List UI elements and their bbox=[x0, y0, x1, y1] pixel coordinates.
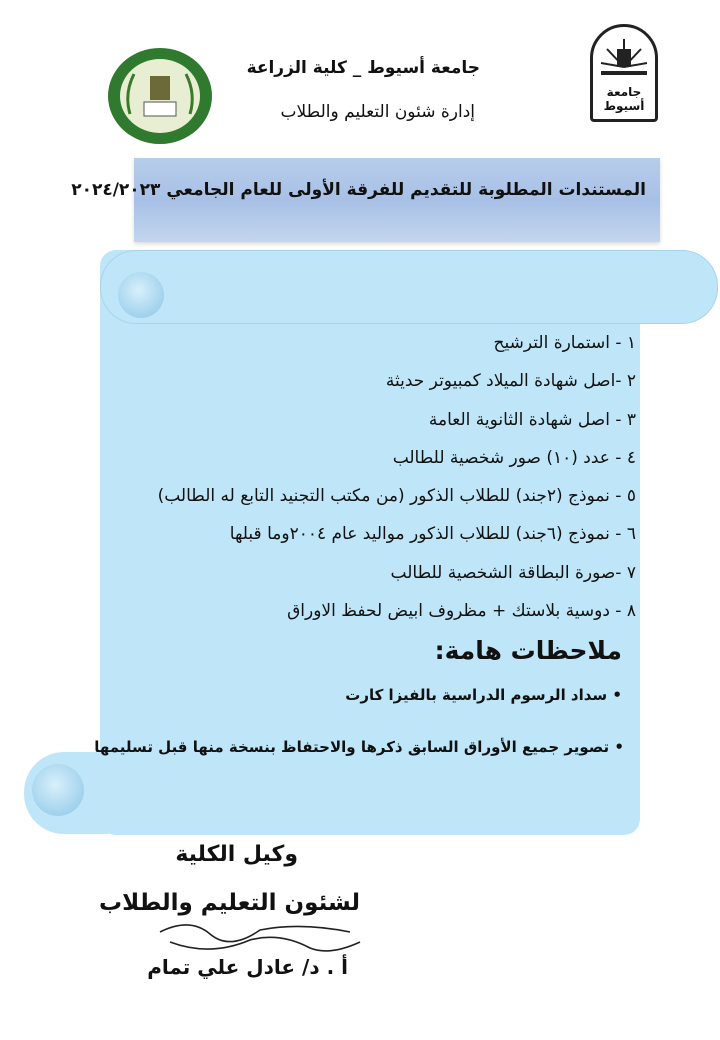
list-item: ٨ - دوسية بلاستك + مظروف ابيض لحفظ الاوراق bbox=[287, 601, 636, 622]
scroll-top-roll bbox=[100, 250, 718, 324]
faculty-seal-icon bbox=[104, 44, 216, 148]
department-name: إدارة شئون التعليم والطلاب bbox=[280, 102, 475, 122]
list-item: ٦ - نموذج (٦جند) للطلاب الذكور مواليد عام ٢٠٠٤وما قبلها bbox=[229, 524, 636, 545]
faculty-seal bbox=[104, 44, 216, 148]
list-item: ١ - استمارة الترشيح bbox=[493, 333, 636, 353]
signatory-name: أ . د/ عادل علي تمام bbox=[147, 955, 348, 979]
university-logo bbox=[590, 24, 658, 122]
note-item: • تصوير جميع الأوراق السابق ذكرها والاحتفاظ بنسخة منها قبل تسليمها bbox=[94, 738, 624, 756]
list-item: ٣ - اصل شهادة الثانوية العامة bbox=[428, 409, 636, 430]
requirements-list bbox=[96, 324, 636, 630]
page-title: المستندات المطلوبة للتقديم للفرقة الأولى للعام الجامعي ٢٠٢٤/٢٠٢٣ bbox=[71, 180, 646, 200]
signatory-title: وكيل الكلية bbox=[175, 842, 298, 867]
list-item: ٧ -صورة البطاقة الشخصية للطالب bbox=[390, 562, 636, 583]
university-logo-text: جامعة أسيوط bbox=[603, 85, 645, 113]
list-item: ٥ - نموذج (٢جند) للطلاب الذكور (من مكتب التجنيد التابع له الطالب) bbox=[157, 486, 636, 507]
signatory-department: لشئون التعليم والطلاب bbox=[99, 890, 360, 916]
list-item: ٤ - عدد (١٠) صور شخصية للطالب bbox=[392, 447, 636, 468]
university-name: جامعة أسيوط _ كلية الزراعة bbox=[246, 58, 480, 78]
scroll-curl-top bbox=[118, 272, 164, 318]
list-item: ٢ -اصل شهادة الميلاد كمبيوتر حديثة bbox=[385, 371, 636, 392]
title-banner bbox=[71, 158, 660, 242]
scroll-curl-bottom bbox=[32, 764, 84, 816]
note-item: • سداد الرسوم الدراسية بالفيزا كارت bbox=[345, 686, 622, 704]
notes-heading: ملاحظات هامة: bbox=[434, 636, 622, 665]
